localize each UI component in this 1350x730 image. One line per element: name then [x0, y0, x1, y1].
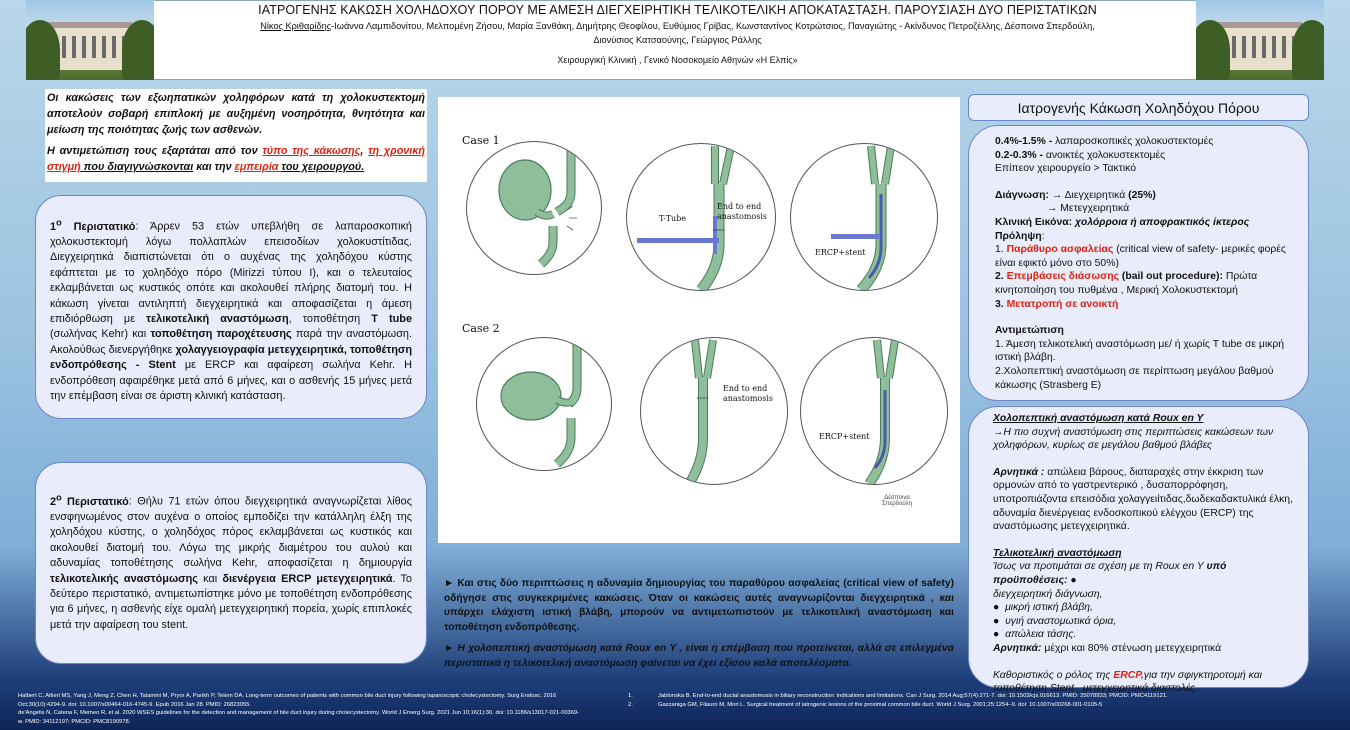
hospital-photo-right [1196, 0, 1324, 80]
case-1-label: Case 1 [462, 134, 500, 147]
case1-t-tube-illustration [626, 143, 776, 291]
case1-ercp-stent-illustration [790, 143, 938, 291]
author-list: Νίκος Κριθαρίδης-Ιωάννα Λαμπιδονίτου, Μελπομένη Ζήσου, Μαρία Ξανθάκη, Δημήτρης Θεοφίλου, Ευθύμιος Γρίβας, Κωνσταντίνος Κοτρώτσιος, Παναγιώτης - Ακίνδυνος Πετροζέλλης, Δέσποινα Σπερδούλη, Διονύσιος Κατσαούνης, Γεώργιος Ράλλης [260, 21, 1095, 45]
intro-box: Οι κακώσεις των εξωηπατικών χοληφόρων κατά τη χολοκυστεκτομή αποτελούν σοβαρή επιπλοκή με αυξημένη νοσηρότητα, θνητότητα και μείωση της ποιότητας ζωής των ασθενών. Η αντιμετώπιση τους εξαρτάται από τον τύπο της κάκωσης, τη χρονική στιγμή που διαγιγνώσκονται και την εμπειρία του χειρουργού. [45, 89, 427, 182]
case-1-heading: $1^o$ Περιστατικό [50, 217, 136, 233]
case-2-label: Case 2 [462, 322, 500, 335]
surgical-options-box: Χολοπεπτική αναστόμωση κατά Roux en Y →Η πιο συχνή αναστόμωση στις περιπτώσεις κακώσεων των χοληφόρων, κυρίως σε μεγάλου βαθμού βλάβες Αρνητικά : απώλεια βάρους, διαταραχές στην έκκριση των ορμονών από το γαστρεντερικό , δυσαπορρόφηση, υποτροπιάζοντα επεισόδια χολαγγειίτιδας,δωδεκαδακτυλικά έλκη, αδυναμία διενέργειας ενδοσκοπικού ελέγχου (ERCP) της αναστόμωσης μετεγχειρητικά. Τελικοτελική αναστόμωση Ίσως να προτιμάται σε σχέση με τη Roux en Y υπό προϋποθέσεις: ● διεγχειρητική διάγνωση, ● μικρή ιστική βλάβη, ● υγιή αναστομωτικά όρια, ● απώλεια τάσης. Αρνητικά: μέχρι και 80% στένωση μετεγχειρητικά Καθοριστικός ο ρόλος της ERCP,για την σφιγκτηροτομή και τοποθέτηση Stent , μετεγχειρητικά διαστολές [968, 406, 1309, 688]
ercp-stent-label-1: ERCP+stent [815, 248, 866, 257]
case2-end-to-end-illustration [640, 337, 788, 485]
t-tube-label: T-Tube [659, 214, 687, 223]
case2-gallbladder-illustration [476, 337, 612, 471]
illustration-figure [438, 97, 960, 543]
artist-signature: Δέσποινα Σπερδούλη [882, 495, 912, 507]
overview-box: 0.4%-1.5% - λαπαροσκοπικές χολοκυστεκτομές 0.2-0.3% - ανοικτές χολοκυστεκτομές Επίπεον χειρουργείο > Τακτικό Διάγνωση: → Διεγχειρητικά (25%) → Μετεγχειρητικά Κλινική Εικόνα: χολόρροια ή αποφρακτικός ίκτερος Πρόληψη: 1. Παράθυρο ασφαλείας (critical view of safety- μερικές φορές είναι εφικτό μόνο στο 50%) 2. Επεμβάσεις διάσωσης (bail out procedure): Πρώτα κινητοποίηση του πυθμένα , Μερική Χολοκυστεκτομή 3. Μετατροπή σε ανοικτή Αντιμετώπιση 1. Άμεση τελικοτελική αναστόμωση με/ ή χωρίς T tube σε μικρή ιστική βλάβη. 2.Χολοπεπτική αναστόμωση σε περίπτωση μεγάλου βαθμού κάκωσης (Strasberg E) [968, 125, 1309, 401]
conclusions-text: ► Και στις δύο περιπτώσεις η αδυναμία δημιουργίας του παραθύρου ασφαλείας (critical view of safety) οδήγησε στις συγκεκριμένες κακώσεις. Όταν οι κακώσεις αυτές αναγνωρίζονται διεγχειρητικά , και υπάρχει ελάχιστη ιστική βλάβη, μπορούν να αντιμετωπιστούν με τελικοτελική αναστόμωση και τοποθέτηση ενδοπρόθεσης. ► Η χολοπεπτική αναστόμωση κατά Roux en Y , είναι η επέμβαση που προτείνεται, αλλά σε επιλεγμένα περιστατικά η τελικοτελική αναστόμωση φαίνεται να έχει εξίσου καλά αποτελέσματα. [444, 578, 954, 669]
case-2-box: $2^o$ Περιστατικό: Θήλυ 71 ετών όπου διεγχειρητικά αναγνωρίζεται λίθος ενσφηνωμένος στον αυχένα ο οποίος εμποδίζει την κατάλληλη έλξη της χοληδόχου κύστης, ο χοληδόχος πόρος εκλαμβάνεται ως κυστικός και ακολουθεί διατομή του. Λόγω της μικρής διαμέτρου του αυλού και αδυναμίας τοποθέτησης σωλήνα Kehr, αποφασίζεται η δημιουργία τελικοτελικής αναστόμωσης και διενέργεια ERCP μετεγχειρητικά. Το δεύτερο περιστατικό, αντιμετωπίστηκε μόνο με τοποθέτηση ενδοπρόθεσης για 6 μήνες, η ασθενής είχε ομαλή μετεγχειρητική πορεία, χωρίς επιπλοκές μετά την αφαίρεση του stent. [35, 462, 427, 664]
case2-ercp-stent-illustration [800, 337, 948, 485]
poster-title: ΙΑΤΡΟΓΕΝΗΣ ΚΑΚΩΣΗ ΧΟΛΗΔΟΧΟΥ ΠΟΡΟΥ ΜΕ ΑΜΕΣΗ ΔΙΕΓΧΕΙΡΗΤΙΚΗ ΤΕΛΙΚΟΤΕΛΙΚΗ ΑΠΟΚΑΤΑΣΤΑΣΗ. ΠΑΡΟΥΣΙΑΣΗ ΔΥΟ ΠΕΡΙΣΤΑΤΙΚΩΝ [258, 3, 1097, 17]
ercp-stent-label-2: ERCP+stent [819, 432, 870, 441]
affiliation: Χειρουργική Κλινική , Γενικό Νοσοκομείο Αθηνών «Η Ελπίς» [557, 55, 798, 65]
hospital-photo-left [26, 0, 154, 80]
right-column-header: Ιατρογενής Κάκωση Χοληδόχου Πόρου [968, 94, 1309, 121]
presenting-author: Νίκος Κριθαρίδης [260, 21, 332, 31]
end-to-end-label-2: End to end anastomosis [723, 384, 773, 403]
case1-gallbladder-illustration [466, 141, 602, 275]
case-1-box: $1^o$ Περιστατικό: Άρρεν 53 ετών υπεβλήθη σε λαπαροσκοπική χολοκυστεκτομή λόγω πολλαπλών επεισοδίων χολοκυστίτιδας. Διεγχειρητικά διαπιστώνεται ότι ο αυχένας της χοληδόχου κύστης εφάπτεται με το χοληδόχο πόρο (Mirizzi τύπου Ι), και ο τελευταίος εκλαμβάνεται ως κυστικός οπότε και ακολουθεί πλήρης διατομή του. Η κάκωση γίνεται αντιληπτή διεγχειρητικά και αποφασίζεται η άμεση επιδιόρθωση με τελικοτελική αναστόμωση, τοποθέτηση T tube (σωλήνας Kehr) και τοποθέτηση παροχέτευσης παρά την αναστόμωση. Ακολούθως διενεργήθηκε χολαγγειογραφία μετεγχειρητικά, τοποθέτηση ενδοπρόθεσης - Stent με ERCP και αφαίρεση σωλήνα Kehr. Η ενδοπρόθεση αφαιρέθηκε μετά από 6 μήνες, και ο ασθενής 15 μήνες μετά την επέμβαση είναι σε άριστη κλινική κατάσταση. [35, 195, 427, 419]
case-2-heading: $2^o$ Περιστατικό [50, 492, 129, 508]
end-to-end-label: End to end anastomosis [717, 202, 767, 221]
